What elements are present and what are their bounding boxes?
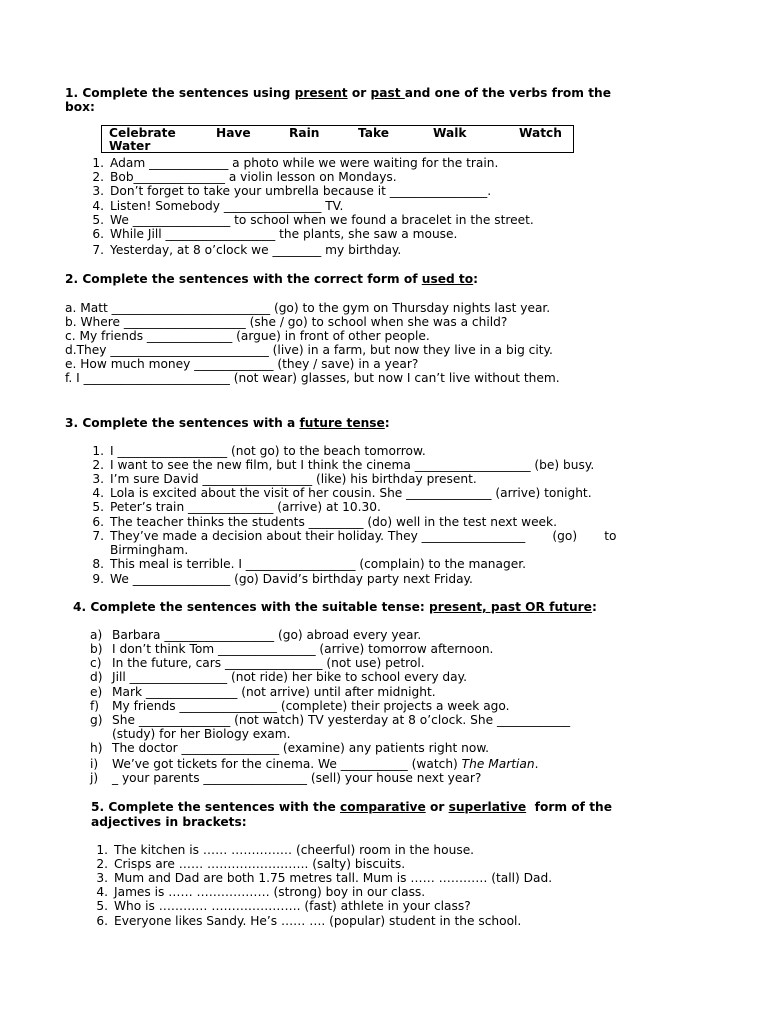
item-text: The doctor ________________ (examine) any patients right now. — [112, 741, 490, 755]
verb-box-word: Water — [109, 139, 151, 153]
item-number: 3. — [92, 472, 104, 486]
ex3-heading-future: future tense — [299, 416, 385, 430]
item-text: Barbara __________________ (go) abroad every year. — [112, 628, 422, 642]
list-item — [80, 572, 473, 586]
list-item — [80, 444, 426, 458]
item-number: 5. — [92, 213, 104, 227]
ex1-heading-past: past — [370, 86, 405, 100]
list-item — [90, 642, 493, 656]
list-item: e. How much money _____________ (they / save) in a year? — [65, 357, 419, 371]
list-item — [80, 515, 557, 529]
list-item — [90, 757, 538, 771]
ex2-heading-text: 2. Complete the sentences with the correct form of — [65, 272, 422, 286]
item-text: Who is ………… …………………. (fast) athlete in your class? — [114, 899, 471, 913]
item-text: She _______________ (not watch) TV yesterday at 8 o’clock. She ____________ — [112, 713, 571, 727]
verb-box-word: Have — [216, 126, 251, 140]
list-item: c. My friends ______________ (argue) in front of other people. — [65, 329, 430, 343]
item-number: 6. — [96, 914, 108, 928]
list-item — [84, 885, 425, 899]
ex3-heading — [65, 416, 390, 430]
item-text: Everyone likes Sandy. He’s …… …. (popular) student in the school. — [114, 914, 522, 928]
list-item — [80, 184, 491, 198]
item-number: 4. — [92, 486, 104, 500]
list-item — [80, 213, 534, 227]
item-number: 7. — [92, 243, 104, 257]
item-text: Mark _______________ (not arrive) until after midnight. — [112, 685, 436, 699]
ex4-heading-tenses: present, past OR future — [429, 600, 592, 614]
list-item — [80, 529, 616, 543]
list-item — [80, 543, 188, 557]
item-number: 3. — [96, 871, 108, 885]
ex5-heading-comparative: comparative — [340, 800, 426, 814]
list-item — [80, 199, 343, 213]
list-item — [84, 857, 405, 871]
item-number: 4. — [96, 885, 108, 899]
item-text: Lola is excited about the visit of her cousin. She ______________ (arrive) tonight. — [110, 486, 592, 500]
ex2-heading — [65, 272, 478, 286]
list-item — [90, 727, 291, 741]
verb-box-word: Rain — [289, 126, 320, 140]
ex3-heading-colon: : — [384, 416, 390, 430]
item-text: I don’t think Tom ________________ (arrive) tomorrow afternoon. — [112, 642, 494, 656]
verb-box-word: Watch — [519, 126, 562, 140]
item-text: James is …… ……………… (strong) boy in our class. — [114, 885, 426, 899]
list-item: b. Where ____________________ (she / go) to school when she was a child? — [65, 315, 508, 329]
list-item — [80, 170, 397, 184]
list-item — [90, 741, 489, 755]
item-text: Yesterday, at 8 o’clock we ________ my birthday. — [110, 243, 402, 257]
item-text: Listen! Somebody ________________ TV. — [110, 199, 344, 213]
list-item — [80, 227, 457, 241]
list-item — [84, 871, 552, 885]
list-item — [80, 486, 592, 500]
item-number: 4. — [92, 199, 104, 213]
list-item — [90, 713, 570, 727]
ex3-heading-text: 3. Complete the sentences with a — [65, 416, 300, 430]
item-letter: i) — [90, 757, 99, 771]
list-item — [80, 472, 477, 486]
item-letter: d) — [90, 670, 103, 684]
list-item — [80, 243, 401, 257]
item-text: Don’t forget to take your umbrella because it ________________. — [110, 184, 492, 198]
item-number: 1. — [92, 444, 104, 458]
ex1-heading-present: present — [294, 86, 348, 100]
item-text: The teacher thinks the students _________ (do) well in the test next week. — [110, 515, 557, 529]
item-text: _ your parents _________________ (sell) your house next year? — [112, 771, 482, 785]
ex4-heading-text: 4. Complete the sentences with the suitable tense: — [73, 600, 430, 614]
item-text: The kitchen is …… …………… (cheerful) room in the house. — [114, 843, 475, 857]
item-number: 3. — [92, 184, 104, 198]
list-item — [90, 670, 467, 684]
item-number: 6. — [92, 227, 104, 241]
ex1-heading-line2: box: — [65, 100, 95, 114]
list-item — [80, 557, 526, 571]
verb-box-word: Take — [358, 126, 390, 140]
item-number: 8. — [92, 557, 104, 571]
item-number: 5. — [96, 899, 108, 913]
item-text: Bob_______________ a violin lesson on Mondays. — [110, 170, 397, 184]
item-letter: e) — [90, 685, 103, 699]
list-item: f. I ________________________ (not wear) glasses, but now I can’t live without them. — [65, 371, 560, 385]
item-letter: f) — [90, 699, 100, 713]
item-text: I want to see the new film, but I think the cinema ___________________ (be) busy. — [110, 458, 595, 472]
list-item — [80, 156, 498, 170]
ex5-heading — [91, 800, 612, 814]
list-item — [90, 771, 481, 785]
item-text: I __________________ (not go) to the beach tomorrow. — [110, 444, 426, 458]
item-text: While Jill __________________ the plants, she saw a mouse. — [110, 227, 458, 241]
item-text: Crisps are …… ……………………. (salty) biscuits. — [114, 857, 406, 871]
item-letter: a) — [90, 628, 103, 642]
item-text: Peter’s train ______________ (arrive) at 10.30. — [110, 500, 381, 514]
ex5-heading-line2: adjectives in brackets: — [91, 815, 247, 829]
list-item — [80, 458, 594, 472]
item-text: This meal is terrible. I __________________ (complain) to the manager. — [110, 557, 526, 571]
ex2-heading-used-to: used to — [421, 272, 474, 286]
ex1-heading — [65, 86, 611, 100]
list-item — [84, 899, 471, 913]
ex1-heading-rest: and one of the verbs from the — [404, 86, 611, 100]
list-item: a. Matt __________________________ (go) to the gym on Thursday nights last year. — [65, 301, 551, 315]
ex5-heading-superlative: superlative — [448, 800, 527, 814]
list-item — [90, 628, 421, 642]
verb-box-word: Walk — [433, 126, 467, 140]
item-letter: b) — [90, 642, 103, 656]
ex4-heading-colon: : — [591, 600, 597, 614]
list-item — [90, 685, 436, 699]
item-letter: g) — [90, 713, 103, 727]
item-text: We ________________ to school when we found a bracelet in the street. — [110, 213, 534, 227]
item-letter: h) — [90, 741, 103, 755]
film-title: The Martian — [461, 757, 535, 771]
item-number: 1. — [96, 843, 108, 857]
item-number: 9. — [92, 572, 104, 586]
item-text-end: . — [534, 757, 539, 771]
ex4-heading — [73, 600, 597, 614]
item-number: 6. — [92, 515, 104, 529]
item-text: Birmingham. — [110, 543, 189, 557]
ex5-heading-rest: form of the — [526, 800, 612, 814]
item-text: (study) for her Biology exam. — [112, 727, 291, 741]
item-number: 2. — [92, 458, 104, 472]
item-text: We ________________ (go) David’s birthday party next Friday. — [110, 572, 473, 586]
item-number: 5. — [92, 500, 104, 514]
verb-box — [101, 125, 574, 153]
ex5-heading-or: or — [425, 800, 449, 814]
item-number: 2. — [96, 857, 108, 871]
item-text: In the future, cars ________________ (not use) petrol. — [112, 656, 425, 670]
ex5-heading-text: 5. Complete the sentences with the — [91, 800, 341, 814]
ex2-heading-colon: : — [473, 272, 479, 286]
item-text: My friends ________________ (complete) their projects a week ago. — [112, 699, 510, 713]
list-item — [84, 843, 474, 857]
item-number: 2. — [92, 170, 104, 184]
verb-box-word: Celebrate — [109, 126, 176, 140]
item-text: Mum and Dad are both 1.75 metres tall. Mum is …… ………… (tall) Dad. — [114, 871, 553, 885]
list-item — [90, 699, 510, 713]
list-item — [80, 500, 381, 514]
item-text: Adam _____________ a photo while we were waiting for the train. — [110, 156, 499, 170]
list-item — [84, 914, 521, 928]
item-letter: c) — [90, 656, 102, 670]
item-letter: j) — [90, 771, 99, 785]
list-item — [90, 656, 425, 670]
item-number: 7. — [92, 529, 104, 543]
item-text: We’ve got tickets for the cinema. We ___________ (watch) — [112, 757, 462, 771]
list-item: d.They __________________________ (live) in a farm, but now they live in a big city. — [65, 343, 553, 357]
item-text: They’ve made a decision about their holiday. They _________________ (go) to — [110, 529, 617, 543]
item-number: 1. — [92, 156, 104, 170]
ex1-heading-or: or — [347, 86, 371, 100]
item-text: I’m sure David __________________ (like) his birthday present. — [110, 472, 477, 486]
ex1-heading-text: 1. Complete the sentences using — [65, 86, 295, 100]
item-text: Jill ________________ (not ride) her bike to school every day. — [112, 670, 467, 684]
